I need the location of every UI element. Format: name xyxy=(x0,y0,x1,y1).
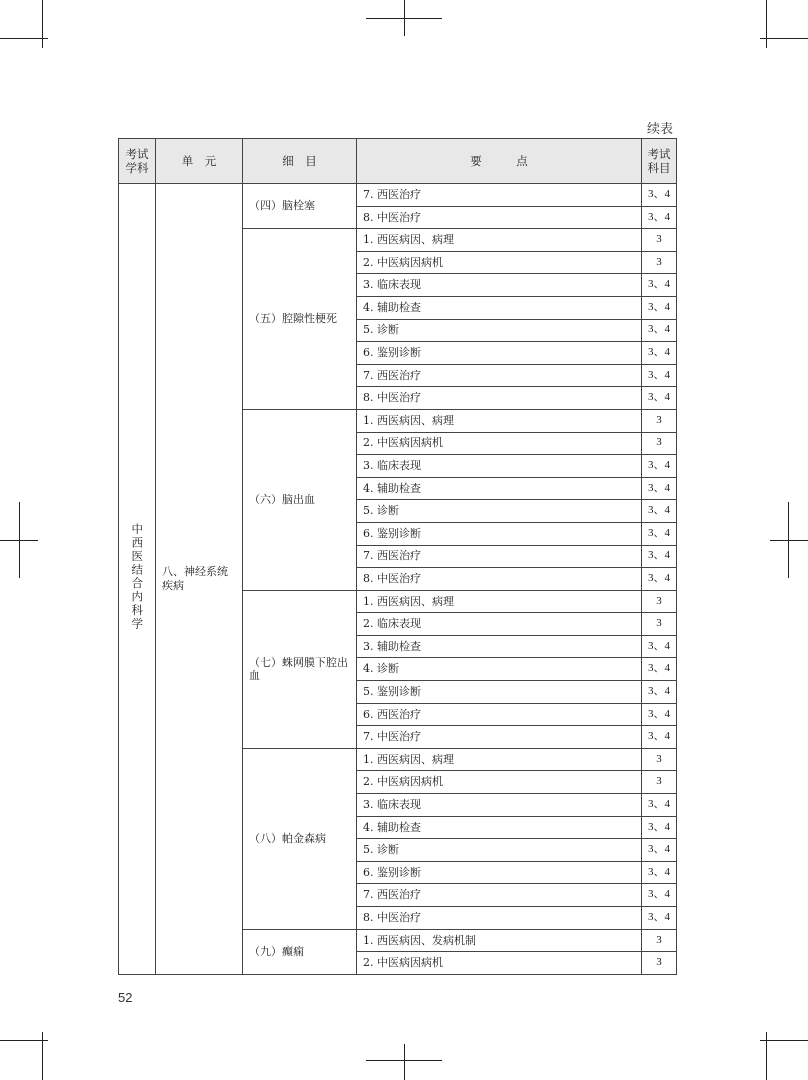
point-cell: 6. 鉴别诊断 xyxy=(357,342,642,365)
point-cell: 2. 临床表现 xyxy=(357,613,642,636)
level-cell: 3、4 xyxy=(642,884,677,907)
level-cell: 3 xyxy=(642,748,677,771)
point-cell: 4. 辅助检查 xyxy=(357,296,642,319)
point-cell: 1. 西医病因、发病机制 xyxy=(357,929,642,952)
point-cell: 5. 诊断 xyxy=(357,839,642,862)
level-cell: 3 xyxy=(642,409,677,432)
level-cell: 3、4 xyxy=(642,364,677,387)
point-cell: 1. 西医病因、病理 xyxy=(357,590,642,613)
point-cell: 8. 中医治疗 xyxy=(357,568,642,591)
level-cell: 3、4 xyxy=(642,568,677,591)
detail-cell: （八）帕金森病 xyxy=(243,748,357,929)
point-cell: 3. 辅助检查 xyxy=(357,635,642,658)
level-cell: 3 xyxy=(642,929,677,952)
point-cell: 3. 临床表现 xyxy=(357,455,642,478)
point-cell: 4. 辅助检查 xyxy=(357,477,642,500)
detail-cell: （九）癫痫 xyxy=(243,929,357,974)
level-cell: 3、4 xyxy=(642,907,677,930)
crop-mark xyxy=(404,0,405,36)
crop-mark xyxy=(766,1032,767,1080)
point-cell: 8. 中医治疗 xyxy=(357,387,642,410)
header-subject: 考试学科 xyxy=(119,139,156,184)
point-cell: 7. 西医治疗 xyxy=(357,364,642,387)
level-cell: 3、4 xyxy=(642,455,677,478)
level-cell: 3 xyxy=(642,952,677,975)
point-cell: 1. 西医病因、病理 xyxy=(357,229,642,252)
level-cell: 3、4 xyxy=(642,206,677,229)
point-cell: 1. 西医病因、病理 xyxy=(357,409,642,432)
level-cell: 3、4 xyxy=(642,319,677,342)
syllabus-table xyxy=(118,138,677,975)
level-cell: 3、4 xyxy=(642,816,677,839)
level-cell: 3、4 xyxy=(642,726,677,749)
point-cell: 2. 中医病因病机 xyxy=(357,432,642,455)
point-cell: 8. 中医治疗 xyxy=(357,907,642,930)
header-level: 考试科目 xyxy=(642,139,677,184)
detail-cell: （四）脑栓塞 xyxy=(243,184,357,229)
page-number: 52 xyxy=(118,990,133,1005)
point-cell: 2. 中医病因病机 xyxy=(357,251,642,274)
subject-cell xyxy=(119,184,156,975)
detail-cell: （七）蛛网膜下腔出血 xyxy=(243,590,357,748)
point-cell: 6. 鉴别诊断 xyxy=(357,522,642,545)
level-cell: 3、4 xyxy=(642,794,677,817)
point-cell: 2. 中医病因病机 xyxy=(357,952,642,975)
crop-mark xyxy=(760,1040,808,1041)
header-detail: 细 目 xyxy=(243,139,357,184)
level-cell: 3、4 xyxy=(642,635,677,658)
crop-mark xyxy=(0,1040,48,1041)
point-cell: 1. 西医病因、病理 xyxy=(357,748,642,771)
level-cell: 3 xyxy=(642,613,677,636)
point-cell: 7. 西医治疗 xyxy=(357,884,642,907)
level-cell: 3、4 xyxy=(642,658,677,681)
header-unit: 单 元 xyxy=(156,139,243,184)
level-cell: 3 xyxy=(642,590,677,613)
crop-mark xyxy=(42,0,43,48)
level-cell: 3、4 xyxy=(642,296,677,319)
table-header-row xyxy=(119,139,677,184)
crop-mark xyxy=(19,502,20,578)
point-cell: 3. 临床表现 xyxy=(357,794,642,817)
point-cell: 7. 中医治疗 xyxy=(357,726,642,749)
header-points: 要 点 xyxy=(357,139,642,184)
point-cell: 3. 临床表现 xyxy=(357,274,642,297)
unit-cell: 八、神经系统疾病 xyxy=(156,184,243,975)
crop-mark xyxy=(770,540,808,541)
detail-cell: （五）腔隙性梗死 xyxy=(243,229,357,410)
crop-mark xyxy=(760,38,808,39)
point-cell: 5. 鉴别诊断 xyxy=(357,681,642,704)
point-cell: 5. 诊断 xyxy=(357,319,642,342)
point-cell: 4. 诊断 xyxy=(357,658,642,681)
point-cell: 8. 中医治疗 xyxy=(357,206,642,229)
level-cell: 3、4 xyxy=(642,522,677,545)
crop-mark xyxy=(42,1032,43,1080)
point-cell: 4. 辅助检查 xyxy=(357,816,642,839)
subject-label: 中西医结合内科学 xyxy=(130,523,145,632)
level-cell: 3、4 xyxy=(642,342,677,365)
point-cell: 2. 中医病因病机 xyxy=(357,771,642,794)
crop-mark xyxy=(766,0,767,48)
crop-mark xyxy=(0,38,48,39)
point-cell: 6. 西医治疗 xyxy=(357,703,642,726)
detail-cell: （六）脑出血 xyxy=(243,409,357,590)
crop-mark xyxy=(404,1044,405,1080)
level-cell: 3、4 xyxy=(642,500,677,523)
level-cell: 3 xyxy=(642,771,677,794)
level-cell: 3、4 xyxy=(642,703,677,726)
level-cell: 3、4 xyxy=(642,274,677,297)
level-cell: 3、4 xyxy=(642,839,677,862)
level-cell: 3、4 xyxy=(642,545,677,568)
level-cell: 3、4 xyxy=(642,387,677,410)
level-cell: 3、4 xyxy=(642,184,677,207)
continued-label: 续表 xyxy=(646,122,673,137)
table-body xyxy=(119,184,677,975)
point-cell: 7. 西医治疗 xyxy=(357,545,642,568)
point-cell: 7. 西医治疗 xyxy=(357,184,642,207)
level-cell: 3、4 xyxy=(642,477,677,500)
crop-mark xyxy=(788,502,789,578)
level-cell: 3 xyxy=(642,251,677,274)
point-cell: 6. 鉴别诊断 xyxy=(357,861,642,884)
table-row xyxy=(119,184,677,207)
level-cell: 3、4 xyxy=(642,681,677,704)
level-cell: 3 xyxy=(642,432,677,455)
level-cell: 3 xyxy=(642,229,677,252)
point-cell: 5. 诊断 xyxy=(357,500,642,523)
level-cell: 3、4 xyxy=(642,861,677,884)
